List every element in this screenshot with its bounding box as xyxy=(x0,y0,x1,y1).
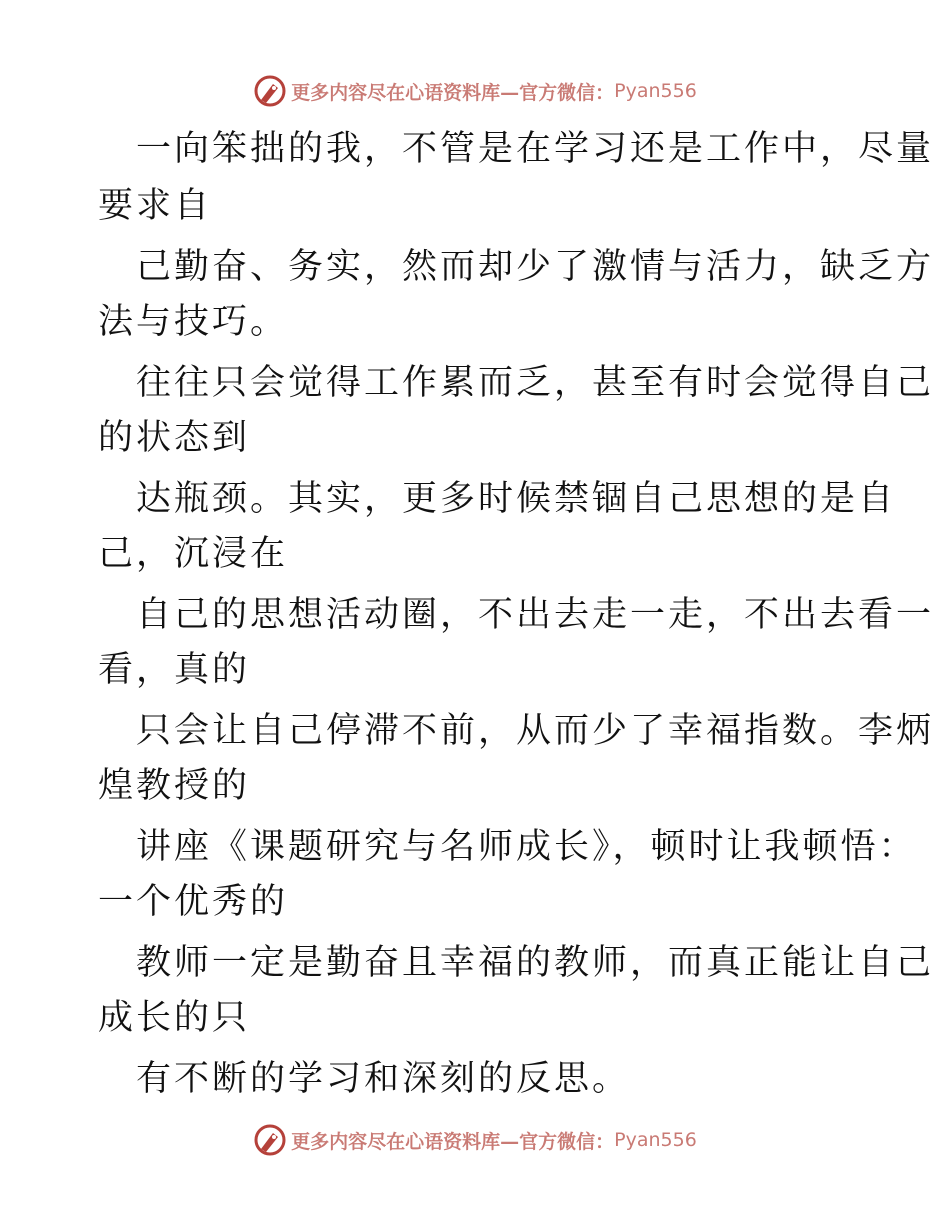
text-line: 己勤奋、务实，然而却少了激情与活力，缺乏方 xyxy=(136,247,935,287)
watermark-contact: Pyan556 xyxy=(614,1129,697,1151)
pen-nib-circle-icon xyxy=(253,74,287,108)
header-watermark xyxy=(0,71,950,111)
text-line: 己，沉浸在 xyxy=(98,534,289,574)
text-line: 的状态到 xyxy=(98,418,251,458)
text-line: 达瓶颈。其实，更多时候禁锢自己思想的是自 xyxy=(136,479,897,519)
text-line: 一向笨拙的我，不管是在学习还是工作中，尽量 xyxy=(136,129,935,169)
text-line: 煌教授的 xyxy=(98,766,251,806)
text-line: 讲座《课题研究与名师成长》，顿时让我顿悟： xyxy=(136,827,917,867)
text-line: 成长的只 xyxy=(98,998,251,1038)
text-line: 有不断的学习和深刻的反思。 xyxy=(136,1059,631,1099)
text-line: 只会让自己停滞不前，从而少了幸福指数。李炳 xyxy=(136,711,935,751)
text-line: 自己的思想活动圈，不出去走一走，不出去看一 xyxy=(136,595,935,635)
text-line: 要求自 xyxy=(98,186,213,226)
text-line: 法与技巧。 xyxy=(98,302,289,342)
text-line: 往往只会觉得工作累而乏，甚至有时会觉得自己 xyxy=(136,363,935,403)
watermark-text: 更多内容尽在心语资料库—官方微信： xyxy=(291,1130,615,1153)
pen-nib-circle-icon xyxy=(253,1123,287,1157)
text-line: 一个优秀的 xyxy=(98,882,289,922)
text-line: 看，真的 xyxy=(98,650,251,690)
watermark-contact: Pyan556 xyxy=(614,80,697,102)
footer-watermark xyxy=(0,1120,950,1160)
text-line: 教师一定是勤奋且幸福的教师，而真正能让自己 xyxy=(136,943,935,983)
watermark-text: 更多内容尽在心语资料库—官方微信： xyxy=(291,81,615,104)
